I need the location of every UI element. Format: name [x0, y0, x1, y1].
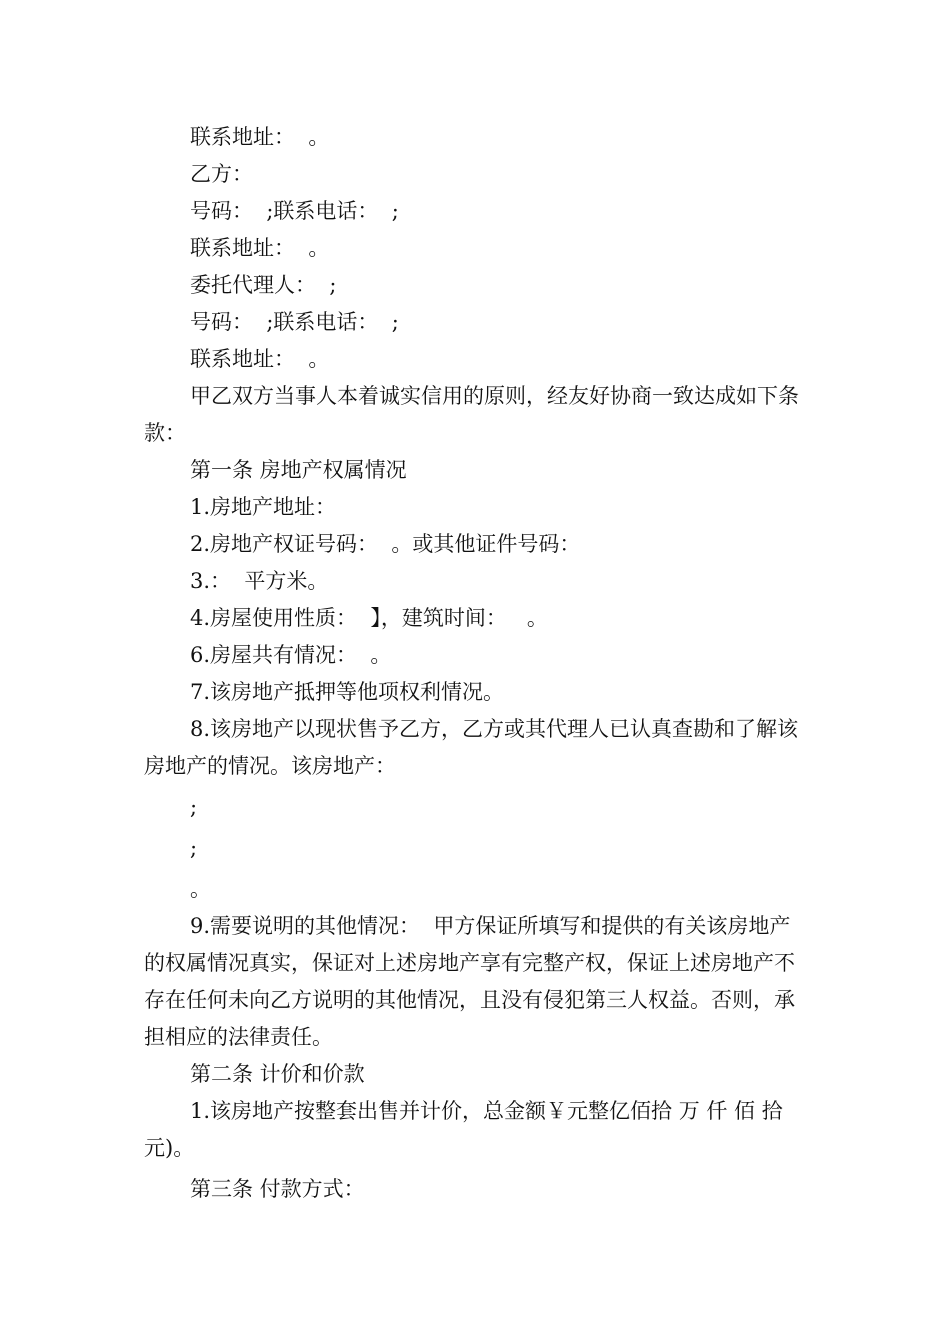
clause-1-9: 9.需要说明的其他情况： 甲方保证所填写和提供的有关该房地产的权属情况真实，保证对上述房地产享有完整产权，保证上述房地产不存在任何未向乙方说明的其他情况，且没有侵犯第三人权益。否则，承担相应的法律责任。: [144, 914, 795, 1049]
clause-1-2: 2.房地产权证号码： 。或其他证件号码：: [190, 532, 581, 556]
paragraph-preamble: 甲乙双方当事人本着诚实信用的原则，经友好协商一致达成如下条款：: [144, 384, 799, 445]
clause-1-7: 7.该房地产抵押等他项权利情况。: [190, 680, 505, 704]
clause-1-8-line-c: 。: [190, 877, 211, 901]
paragraph-agent-address: 联系地址： 。: [190, 347, 330, 371]
clause-1-4: 4.房屋使用性质： 】，建筑时间： 。: [190, 606, 548, 630]
clause-2-1: 1.该房地产按整套出售并计价，总金额￥元整亿佰拾 万 仟 佰 拾 元)。: [144, 1099, 790, 1160]
paragraph-agent: 委托代理人： ;: [190, 273, 337, 297]
paragraph-party-b-phone: 号码： ;联系电话： ;: [190, 199, 399, 223]
section-heading-article-3: 第三条 付款方式：: [190, 1177, 365, 1201]
section-heading-article-1: 第一条 房地产权属情况: [190, 458, 407, 482]
clause-1-8-line-a: ;: [190, 795, 198, 819]
document-body: [144, 119, 809, 1208]
paragraph-agent-phone: 号码： ;联系电话： ;: [190, 310, 399, 334]
clause-1-8: 8.该房地产以现状售予乙方，乙方或其代理人已认真查勘和了解该房地产的情况。该房地产：: [144, 717, 799, 778]
paragraph-party-b-address: 联系地址： 。: [190, 236, 330, 260]
paragraph-party-b: 乙方：: [190, 162, 253, 186]
clause-1-6: 6.房屋共有情况： 。: [190, 643, 392, 667]
clause-1-1: 1.房地产地址：: [190, 495, 337, 519]
clause-1-8-line-b: ;: [190, 836, 198, 860]
paragraph-party-a-address: 联系地址： 。: [190, 125, 330, 149]
clause-1-3: 3.： 平方米。: [190, 569, 329, 593]
section-heading-article-2: 第二条 计价和价款: [190, 1062, 365, 1086]
